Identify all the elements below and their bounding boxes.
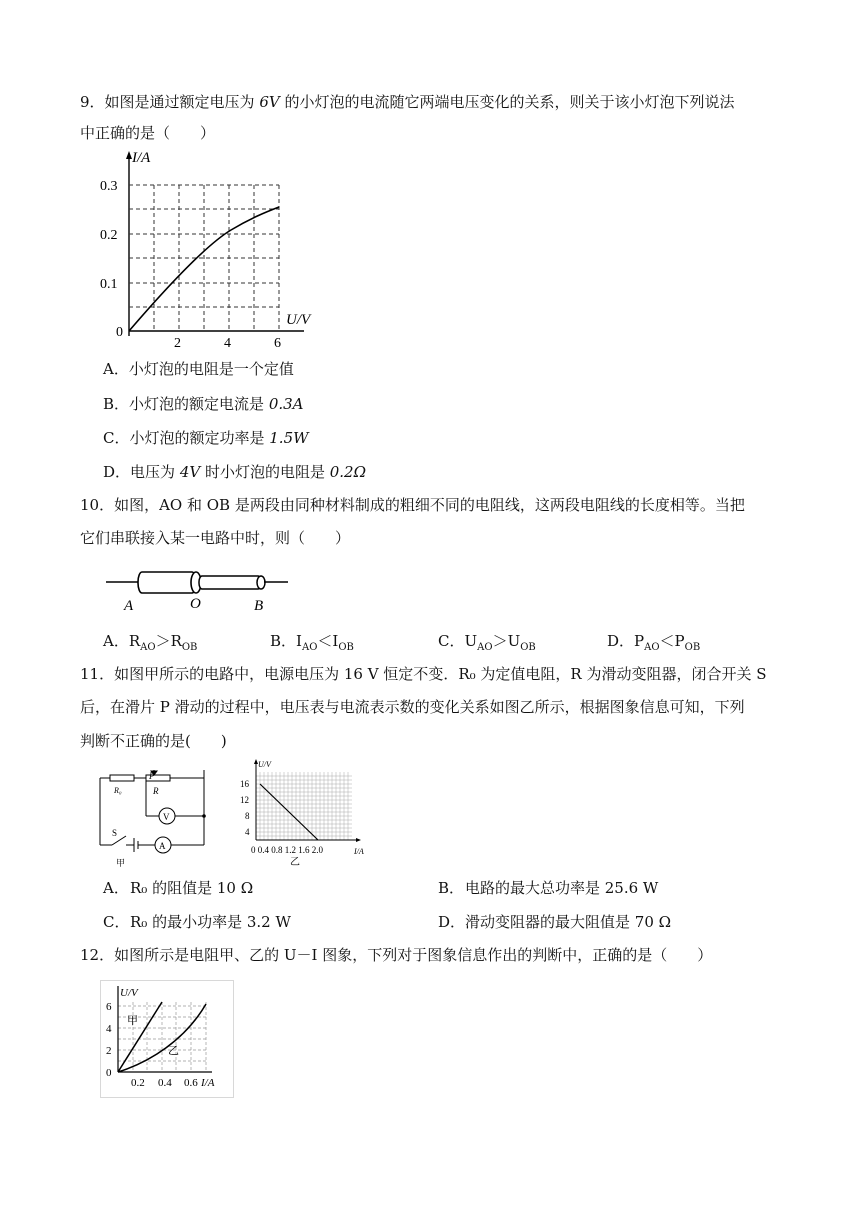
q12-xtick-02: 0.2 xyxy=(131,1077,145,1089)
q9-option-b-letter: B． xyxy=(103,395,130,413)
q9-option-d-text: 电压为 xyxy=(130,463,180,481)
q9-option-a[interactable] xyxy=(103,358,294,380)
q10-option-b-main: I xyxy=(296,632,302,650)
q10-option-b-sub2: OB xyxy=(338,642,354,653)
q10-option-c[interactable] xyxy=(438,630,536,659)
q11-option-d[interactable]: D． xyxy=(438,913,466,931)
q10-option-a-sub2: OB xyxy=(181,642,198,653)
q9-origin: 0 xyxy=(116,325,123,340)
q9-stem-line2: 中正确的是（ ） xyxy=(80,124,216,142)
q11-ytick-4: 4 xyxy=(245,827,250,837)
q10-stem-line2: 它们串联接入某一电路中时，则（ ） xyxy=(80,529,351,547)
q11-circuit-figure xyxy=(96,770,216,870)
q11-option-a[interactable]: A． xyxy=(103,879,129,897)
q10-option-d-sub1: AO xyxy=(644,642,660,653)
q12-ytick-4: 4 xyxy=(106,1023,112,1035)
q12-ylabel: U/V xyxy=(120,987,138,999)
q9-stem-part1: 9．如图是通过额定电压为 xyxy=(80,93,260,111)
q9-option-b-math: 0.3A xyxy=(268,395,304,413)
q11-caption-yi: 乙 xyxy=(290,857,300,868)
q9-ytick-01: 0.1 xyxy=(100,277,118,292)
q10-option-d-letter: D． xyxy=(607,632,635,650)
q9-option-b[interactable] xyxy=(103,393,304,415)
q11-label-p: P xyxy=(149,771,155,781)
q9-option-c[interactable] xyxy=(103,427,309,449)
q11-ui-graph xyxy=(236,758,376,870)
q12-xtick-06: 0.6 xyxy=(184,1077,198,1089)
q11-option-b-text: 电路的最大总功率是 25.6 W xyxy=(465,879,659,897)
q10-option-c-op: ＞U xyxy=(492,632,521,650)
q12-ytick-6: 6 xyxy=(106,1001,112,1013)
q10-option-b[interactable] xyxy=(270,630,354,659)
q11-option-a-text: R₀ 的阻值是 10 Ω xyxy=(130,879,254,897)
q9-stem-line1 xyxy=(80,89,735,115)
q11-option-b[interactable]: B． xyxy=(438,879,465,897)
q10-option-d-op: ＜P xyxy=(659,632,685,650)
q11-ytick-16: 16 xyxy=(240,779,249,789)
q9-ytick-02: 0.2 xyxy=(100,228,118,243)
q9-option-d-text2: 时小灯泡的电阻是 xyxy=(200,463,330,481)
q9-option-b-text: 小灯泡的额定电流是 xyxy=(129,395,269,413)
q11-stem-line3: 判断不正确的是( ) xyxy=(80,732,227,750)
q10-option-d[interactable] xyxy=(607,630,700,659)
q10-option-a-letter: A． xyxy=(103,632,129,650)
q9-option-d-math2: 0.2Ω xyxy=(329,463,367,481)
q12-ui-graph xyxy=(100,980,234,1098)
q9-option-c-letter: C． xyxy=(103,429,130,447)
q12-label-yi: 乙 xyxy=(168,1045,179,1057)
q9-ylabel: I/A xyxy=(132,150,151,166)
q10-stem-line1: 10．如图，AO 和 OB 是两段由同种材料制成的粗细不同的电阻线，这两段电阻线的长度相等。当把 xyxy=(80,496,745,514)
q10-option-d-sub2: OB xyxy=(684,642,701,653)
q9-option-d[interactable] xyxy=(103,461,366,483)
q11-label-v: V xyxy=(163,812,170,822)
q9-option-a-letter: A． xyxy=(103,360,129,378)
q9-option-d-math: 4V xyxy=(179,463,201,481)
q9-option-d-letter: D． xyxy=(103,463,131,481)
q10-option-b-sub1: AO xyxy=(301,642,318,653)
q12-stem: 12．如图所示是电阻甲、乙的 U－I 图象，下列对于图象信息作出的判断中，正确的是（ ） xyxy=(80,946,713,964)
q10-option-c-main: U xyxy=(464,632,478,650)
q12-ytick-2: 2 xyxy=(106,1045,112,1057)
q10-option-c-sub2: OB xyxy=(520,642,536,653)
q11-xlabel: I/A xyxy=(354,847,364,856)
q11-ylabel: U/V xyxy=(258,760,271,769)
q9-stem-part2: 的小灯泡的电流随它两端电压变化的关系，则关于该小灯泡下列说法 xyxy=(279,93,735,111)
q11-stem-line1: 11．如图甲所示的电路中，电源电压为 16 V 恒定不变．R₀ 为定值电阻，R 为滑动变阻器，闭合开关 S xyxy=(80,665,767,683)
q11-ytick-8: 8 xyxy=(245,811,250,821)
q9-xtick-4: 4 xyxy=(224,336,231,348)
q10-option-c-letter: C． xyxy=(438,632,465,650)
q10-label-o: O xyxy=(190,596,201,612)
q10-option-a-main: R xyxy=(128,632,141,650)
q10-option-a-op: ＞R xyxy=(155,632,182,650)
q10-option-b-op: ＜I xyxy=(317,632,339,650)
q11-xticks: 0 0.4 0.8 1.2 1.6 2.0 xyxy=(251,845,323,855)
q11-label-r0: R₀ xyxy=(114,786,122,795)
q12-ytick-0: 0 xyxy=(106,1067,112,1079)
q9-option-a-text: 小灯泡的电阻是一个定值 xyxy=(128,360,294,378)
q10-label-b: B xyxy=(254,598,264,614)
q10-option-d-main: P xyxy=(634,632,645,650)
q10-option-a[interactable] xyxy=(103,630,197,659)
q10-label-a: A xyxy=(124,598,134,614)
q12-xlabel: I/A xyxy=(201,1077,215,1089)
q11-label-s: S xyxy=(112,828,118,838)
q10-option-c-sub1: AO xyxy=(477,642,493,653)
q9-option-c-text: 小灯泡的额定功率是 xyxy=(129,429,270,447)
q9-xtick-2: 2 xyxy=(174,336,181,348)
q11-option-c-text: R₀ 的最小功率是 3.2 W xyxy=(130,913,291,931)
q9-iu-graph xyxy=(96,148,326,348)
q9-option-c-math: 1.5W xyxy=(269,429,309,447)
q10-option-a-sub1: AO xyxy=(140,642,156,653)
q9-xlabel: U/V xyxy=(286,312,311,328)
q9-xtick-6: 6 xyxy=(274,336,281,348)
q10-option-b-letter: B． xyxy=(270,632,297,650)
q11-option-d-text: 滑动变阻器的最大阻值是 70 Ω xyxy=(465,913,672,931)
q11-label-a: A xyxy=(159,841,166,851)
q9-stem-math: 6V xyxy=(259,93,280,111)
q11-option-c[interactable]: C． xyxy=(103,913,130,931)
q10-wire-figure xyxy=(104,562,294,616)
q11-caption-jia: 甲 xyxy=(116,858,126,868)
q12-xtick-04: 0.4 xyxy=(158,1077,172,1089)
q11-stem-line2: 后，在滑片 P 滑动的过程中，电压表与电流表示数的变化关系如图乙所示，根据图象信息可知，下列 xyxy=(80,698,745,716)
q11-label-r: R xyxy=(153,786,159,796)
q12-label-jia: 甲 xyxy=(127,1015,138,1027)
q9-ytick-03: 0.3 xyxy=(100,179,118,194)
q11-ytick-12: 12 xyxy=(240,795,249,805)
